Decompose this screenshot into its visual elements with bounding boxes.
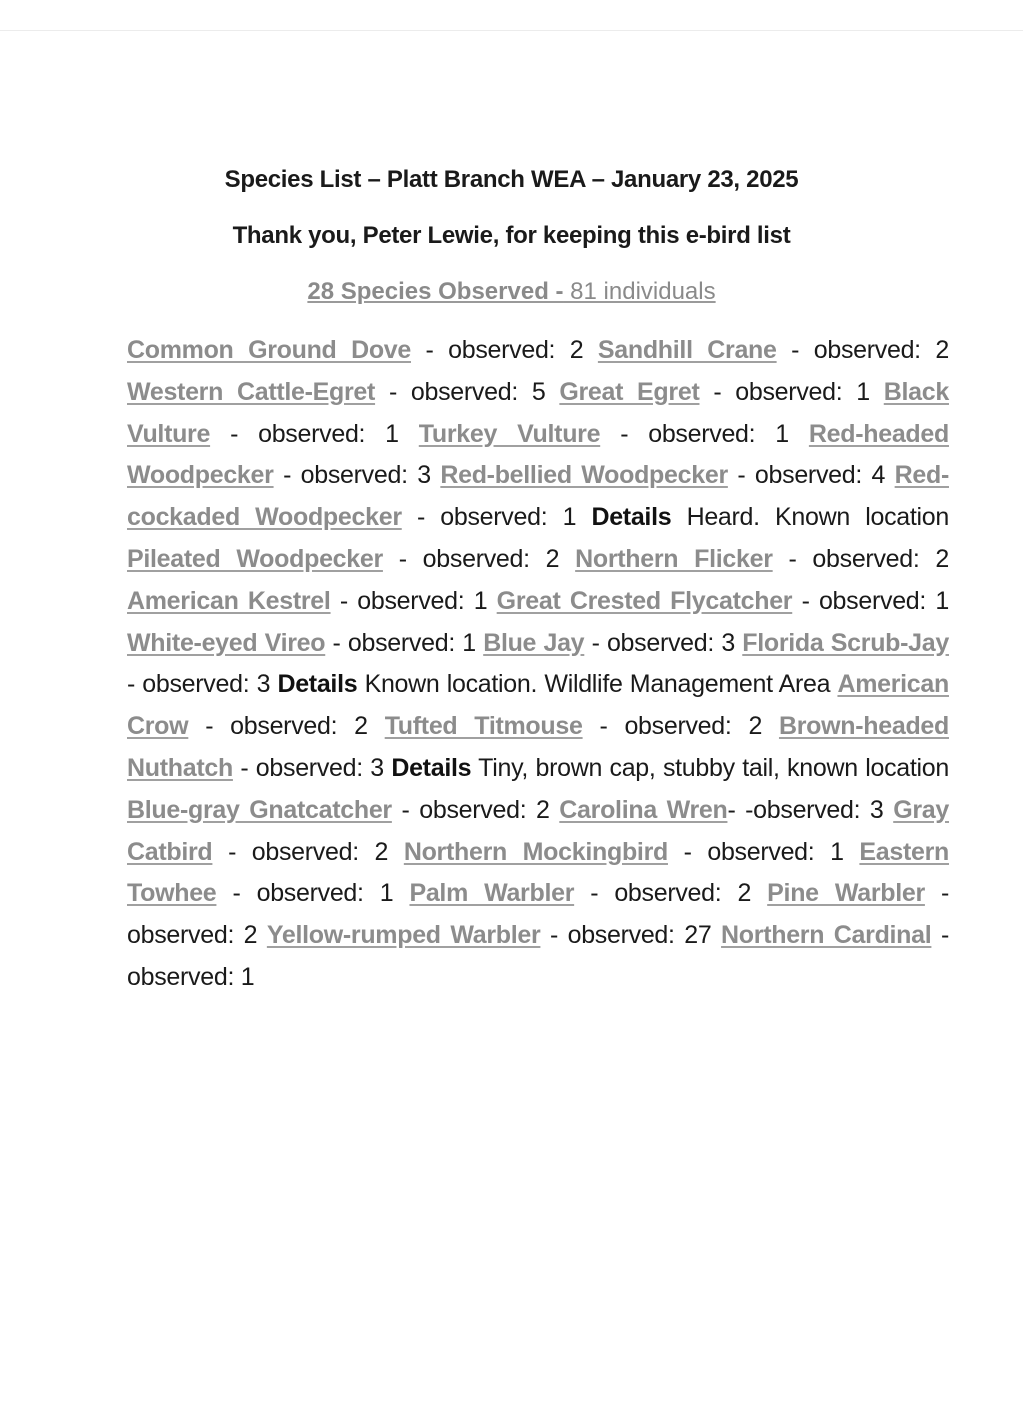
observed-count: - observed: 2 (574, 879, 768, 908)
species-link[interactable]: Blue-gray Gnatcatcher (127, 795, 392, 824)
page-title: Species List – Platt Branch WEA – January 23, 2025 (224, 166, 799, 193)
details-text: Known location. Wildlife Management Area (357, 670, 838, 699)
details-label: Details (391, 753, 472, 782)
observed-count: - observed: 2 (411, 336, 598, 364)
observed-count: - observed: 4 (727, 461, 895, 490)
details-label: Details (591, 503, 672, 532)
observed-count: - observed: 1 (216, 879, 410, 908)
individuals-count[interactable]: 81 individuals (563, 278, 716, 305)
species-link[interactable]: American Kestrel (127, 586, 331, 615)
details-label: Details (277, 670, 358, 699)
species-link[interactable]: Palm Warbler (409, 879, 575, 908)
observed-count: - observed: 1 (325, 628, 484, 657)
page-edge (0, 30, 1023, 31)
details-text: Heard. Known location (671, 503, 949, 532)
species-link[interactable]: Gray Catbird (127, 795, 950, 866)
species-link[interactable]: Northern Mockingbird (403, 837, 668, 866)
species-link[interactable]: Black Vulture (127, 377, 949, 448)
observed-count: - observed: 5 (375, 377, 560, 406)
observed-count: - observed: 1 (792, 586, 949, 615)
observed-count: - observed: 1 (699, 377, 884, 406)
species-link[interactable]: Northern Cardinal (721, 921, 932, 950)
species-link[interactable]: Northern Flicker (575, 544, 773, 573)
species-link[interactable]: Great Egret (559, 377, 700, 406)
page-subtitle: Thank you, Peter Lewie, for keeping this e-bird list (232, 222, 791, 249)
observed-count: - observed: 1 (210, 419, 419, 448)
species-link[interactable]: Red-headed Woodpecker (127, 419, 949, 490)
species-link[interactable]: Sandhill Crane (597, 336, 777, 364)
observed-count: - observed: 3 (232, 753, 392, 782)
species-link[interactable]: Western Cattle-Egret (127, 377, 376, 406)
observed-count: - observed: 1 (600, 419, 809, 448)
observed-count: - observed: 2 (391, 795, 560, 824)
species-link[interactable]: Red-cockaded Woodpecker (127, 461, 949, 532)
species-link[interactable]: American Crow (127, 670, 949, 741)
species-link[interactable]: Pileated Woodpecker (127, 544, 383, 573)
observed-count: - observed: 27 (540, 921, 722, 950)
observed-count: - observed: 3 (584, 628, 743, 657)
species-link[interactable]: Pine Warbler (767, 879, 925, 908)
observed-count: - observed: 3 (127, 670, 278, 699)
observed-count: - -observed: 3 (727, 795, 894, 824)
observed-count: - observed: 2 (772, 544, 949, 573)
observed-count: - observed: 1 (401, 503, 592, 532)
species-link[interactable]: Brown-headed Nuthatch (127, 712, 949, 782)
species-link[interactable]: Common Ground Dove (127, 336, 411, 364)
observed-count: - observed: 2 (382, 544, 576, 573)
species-count-link[interactable]: 28 Species Observed - (307, 278, 564, 305)
details-text: Tiny, brown cap, stubby tail, known location (471, 753, 949, 782)
observed-count: - observed: 2 (188, 712, 385, 741)
species-link[interactable]: Turkey Vulture (418, 419, 601, 448)
species-list (127, 330, 949, 999)
species-link[interactable]: Red-bellied Woodpecker (440, 461, 728, 490)
observed-count: - observed: 2 (212, 837, 404, 866)
observed-count: - observed: 1 (330, 586, 497, 615)
species-link[interactable]: Tufted Titmouse (384, 712, 583, 741)
observed-count: - observed: 2 (776, 336, 949, 364)
species-summary (0, 278, 1023, 306)
species-link[interactable]: Yellow-rumped Warbler (266, 921, 541, 950)
observed-count: - observed: 2 (582, 712, 779, 741)
observed-count: - observed: 3 (273, 461, 441, 490)
species-link[interactable]: White-eyed Vireo (127, 628, 326, 657)
observed-count: - observed: 1 (667, 837, 860, 866)
observed-count: - observed: 1 (127, 921, 950, 991)
observed-count: - observed: 2 (127, 879, 950, 950)
species-link[interactable]: Carolina Wren (559, 795, 728, 824)
species-link[interactable]: Blue Jay (483, 628, 585, 657)
species-link[interactable]: Florida Scrub-Jay (742, 628, 949, 657)
species-link[interactable]: Eastern Towhee (127, 837, 950, 908)
species-link[interactable]: Great Crested Flycatcher (496, 586, 793, 615)
